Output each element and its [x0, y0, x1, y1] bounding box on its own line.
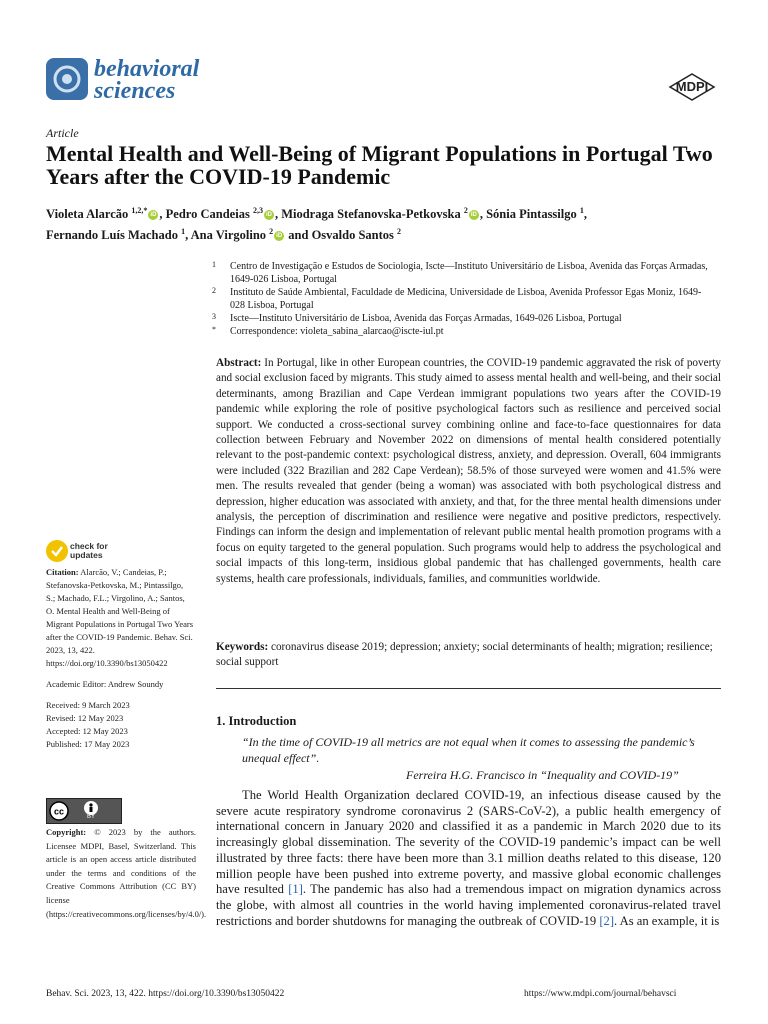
- orcid-icon[interactable]: iD: [276, 233, 283, 240]
- abstract-label: Abstract:: [216, 357, 262, 369]
- page-title: Mental Health and Well-Being of Migrant Populations in Portugal Two Years after the COVID-19 Pandemic: [46, 141, 713, 189]
- author-affiliation-mark: 2,3: [252, 206, 263, 215]
- keywords-label: Keywords:: [216, 641, 269, 653]
- keywords-text: coronavirus disease 2019; depression; anxiety; social determinants of health; migration; resilience; social support: [216, 641, 713, 669]
- footer-citation: Behav. Sci. 2023, 13, 422. https://doi.org/10.3390/bs13050422: [46, 989, 285, 999]
- affiliations: [212, 260, 712, 338]
- date-revised: Revised: 12 May 2023: [46, 713, 124, 723]
- orcid-icon[interactable]: iD: [470, 212, 477, 219]
- epigraph-quote: “In the time of COVID-19 all metrics are not equal when it comes to assessing the pandemic’s unequal effect”.: [242, 735, 695, 765]
- author-affiliation-mark: 1,2,*: [131, 206, 148, 215]
- check-updates-label: check for: [70, 541, 108, 551]
- date-received: Received: 9 March 2023: [46, 700, 130, 710]
- article-type: Article: [46, 126, 79, 140]
- author-name: Miodraga Stefanovska-Petkovska: [281, 207, 461, 222]
- academic-editor: Academic Editor: Andrew Soundy: [46, 679, 164, 689]
- mdpi-logo: [668, 72, 716, 102]
- reference-link[interactable]: [2]: [599, 913, 615, 928]
- author-affiliation-mark: 1: [579, 206, 584, 215]
- publisher-name: MDPI: [675, 79, 709, 94]
- author-name: Sónia Pintassilgo: [486, 207, 577, 222]
- orcid-icon[interactable]: iD: [150, 212, 157, 219]
- affiliation-item: 2 Instituto de Saúde Ambiental, Faculdade de Medicina, Universidade de Lisboa, Avenida Professor Egas Moniz, 1649-028 Lisboa, Portugal: [212, 286, 702, 311]
- reference-link[interactable]: [1]: [288, 882, 303, 897]
- check-for-updates-button[interactable]: [46, 540, 116, 566]
- date-published: Published: 17 May 2023: [46, 739, 130, 749]
- date-accepted: Accepted: 12 May 2023: [46, 726, 128, 736]
- author-affiliation-mark: 2: [463, 206, 468, 215]
- divider: [216, 688, 721, 689]
- cc-by-label: BY: [86, 814, 95, 820]
- author-list: Violeta Alarcão $^{1,2,*}$iD , Pedro Candeias $^{2,3}$iD , Miodraga Stefanovska-Petkovska $^2$iD , Sónia Pintassilgo $^1$, Fernando Luís Machado $^1$, Ana Virgolino $^2$iD and Osvaldo Santos $^2$: [46, 206, 587, 243]
- abstract: [216, 356, 721, 587]
- affiliation-item: 3 Iscte—Instituto Universitário de Lisboa, Avenida das Forças Armadas, 1649-026 Lisboa, Portugal: [212, 312, 622, 324]
- journal-name: behavioral sciences: [94, 56, 200, 104]
- citation: Citation: Alarcão, V.; Candeias, P.; Stefanovska-Petkovska, M.; Pintassilgo, S.; Machado, F.L.; Virgolino, A.; Santos, O. Mental Health and Well-Being of Migrant Populations in Portugal Two Years after the COVID-19 Pandemic. Behav. Sci. 2023, 13, 422. https://doi.org/10.3390/bs13050422: [46, 567, 194, 668]
- epigraph-source: Ferreira H.G. Francisco in “Inequality and COVID-19”: [406, 768, 679, 782]
- correspondence: * Correspondence: violeta_sabina_alarcao@iscte-iul.pt: [212, 325, 444, 337]
- author-name: Pedro Candeias: [165, 207, 250, 222]
- journal-logo-icon: [46, 58, 88, 100]
- affiliation-item: 1 Centro de Investigação e Estudos de Sociologia, Iscte—Instituto Universitário de Lisboa, Avenida das Forças Armadas, 1649-026 Lisboa, Portugal: [212, 260, 708, 285]
- author-affiliation-mark: 2: [397, 227, 402, 237]
- check-updates-label: updates: [70, 550, 103, 560]
- author-name: Osvaldo Santos: [311, 228, 394, 243]
- svg-text:cc: cc: [53, 806, 65, 817]
- author-name: Fernando Luís Machado: [46, 228, 178, 243]
- orcid-icon[interactable]: iD: [265, 212, 272, 219]
- body-paragraph: The World Health Organization declared COVID-19, an infectious disease caused by the severe acute respiratory syndrome coronavirus 2 (SARS-CoV-2), a public health emergency of international concern in January 2020 and classified it as a pandemic in March 2020 due to its increasingly global dissemination. The severity of the COVID-19 pandemic’s impact can be well illustrated by three facts: there have been more than 3.1 million deaths related to this disease, 120 million people have been pushed into extreme poverty, and massive global economic challenges have resulted [1]. The pandemic has also had a tremendous impact on migration dynamics across the globe, with almost all countries in the world having implemented coronavirus-related travel restrictions and border shutdowns for managing the outbreak of COVID-19 [2]. As an example, it is: [216, 788, 721, 928]
- footer-journal-link[interactable]: https://www.mdpi.com/journal/behavsci: [524, 989, 677, 999]
- copyright-notice: Copyright: © 2023 by the authors. Licensee MDPI, Basel, Switzerland. This article is an open access article distributed under the terms and conditions of the Creative Commons Attribution (CC BY) license (https://creativecommons.org/licenses/by/4.0/).: [46, 827, 207, 919]
- article-info-sidebar: [46, 566, 194, 751]
- section-heading: 1. Introduction: [216, 714, 297, 728]
- author-name: Ana Virgolino: [190, 228, 267, 243]
- author-name: Violeta Alarcão: [46, 207, 129, 222]
- author-affiliation-mark: 2: [269, 227, 274, 237]
- check-updates-icon: [46, 540, 68, 562]
- keywords: [216, 640, 721, 671]
- cc-by-license-icon[interactable]: [46, 798, 122, 824]
- abstract-text: In Portugal, like in other European countries, the COVID-19 pandemic aggravated the risk of poverty and social exclusion faced by migrants. This study aimed to assess mental health and well-being, and their social determinants, among Brazilian and Cape Verdean immigrant populations two years after the COVID-19 pandemic while exploring the role of positive psychological factors such as resilience and perceived social support. We conducted a cross-sectional survey combining online and face-to-face questionnaires for data collection between February and November 2022 on dimensions of mental health considered potentially relevant to the post-pandemic context: psychological distress, anxiety, and depression. Overall, 604 immigrants were included (322 Brazilian and 282 Cape Verdean); 58.5% of those surveyed were women and 41.5% were men. The results revealed that gender (being a woman) was associated with both psychological distress and depression, higher education was associated with anxiety, and that, for the three mental health dimensions under analysis, the perception of discrimination and resilience were negative and positive predictors, respectively. Findings can inform the design and implementation of relevant public mental health promotion programs with a focus on equity targeted to the general population. Such programs would help to address the psychological and social impacts of this long-term, insidious global pandemic that has challenged governments, health care systems, health care professionals, individuals, families, and communities worldwide.: [216, 357, 722, 585]
- author-affiliation-mark: 1: [181, 227, 186, 237]
